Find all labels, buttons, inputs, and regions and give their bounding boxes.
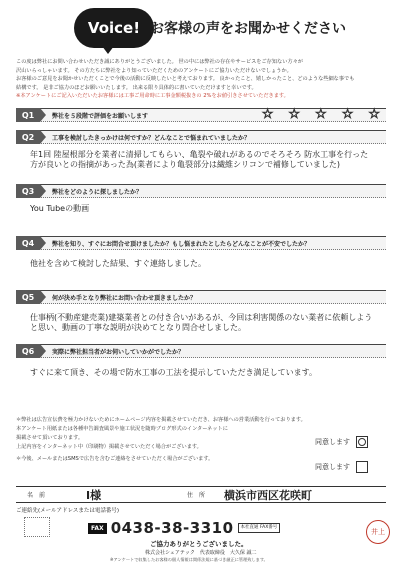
fax-note: 本社直通 FAX番号 [238,523,281,533]
question-header [16,344,386,358]
question-6 [16,344,386,404]
note-line: 上記内容をインターネット中（印刷物）掲載させていただく場合がございます。 [16,444,202,450]
intro-line: 沢山いらっしゃいます。 その方たちに弊社をより知っていただくためのアンケートにご協力いただけないでしょうか。 [16,67,292,74]
question-3 [16,184,386,230]
question-number: Q4 [16,236,40,250]
star-icon[interactable]: ☆ [261,107,274,122]
question-header [16,290,386,304]
intro-text [16,58,386,101]
star-icon[interactable]: ☆ [368,107,380,122]
question-text: 弊社を５段階で評価をお願いします [52,112,149,120]
consent-notes [16,416,326,464]
question-number: Q1 [16,108,40,122]
question-number: Q2 [16,130,40,144]
agree-label: 同意します [315,438,350,446]
question-4 [16,236,386,286]
customer-info [16,486,386,503]
star-icon[interactable]: ☆ [315,107,327,122]
question-number: Q5 [16,290,40,304]
agree-internet[interactable] [315,436,368,448]
company-name: 株式会社シェアテック 代表取締役 大久保 誠二 [145,550,257,556]
contact-label: ご連絡先(メールアドレスまたは電話番号) [16,508,120,514]
page-title: お客様の声をお聞かせください [150,21,346,37]
agree-sms[interactable] [315,461,368,473]
question-number: Q6 [16,344,40,358]
star-icon[interactable]: ☆ [288,107,301,122]
agree-checkbox[interactable] [356,461,368,473]
question-1 [16,108,386,122]
answer-text[interactable]: すぐに来て頂き、その場で防水工事の工法を提示していただき満足しています。 [30,368,318,377]
question-header [16,130,386,144]
agree-checkbox[interactable] [356,436,368,448]
question-2 [16,130,386,182]
header [30,8,370,50]
question-text: 弊社を知り、すぐにお問合せ頂けましたか？もし悩まれたとしたらどんなことが不安でしたか？ [52,240,311,248]
circle-icon [358,438,366,446]
discount-note: ※本アンケートにご記入いただいたお客様には工事ご用命時に工事金額税抜きの 2%をお値引きさせていただきます。 [16,93,289,99]
note-line: 掲載させて頂いております。 [16,435,84,441]
answer-text[interactable]: 他社を含めて検討した結果、すぐ連絡しました。 [30,259,206,268]
rating-stars[interactable] [262,108,386,122]
note-line: 本アンケート用紙または各種申告調査風景や施工状況を随時ブログ形式のインターネットに [16,426,228,432]
question-text: 何が決め手となり弊社にお問い合わせ頂きましたか？ [52,294,197,302]
intro-line: 結構です。 是非ご協力のほどお願いいたします。 出来る限り具体的に書いていただけますと幸いです。 [16,84,257,91]
star-icon[interactable]: ☆ [341,107,354,122]
answer-text[interactable]: 仕事柄(不動産建売業)建築業者との付き合いがあるが、今回は利害関係のない業者に依頼しようと思い、動画の丁寧な説明が決めてとなり問合せしました。 [30,313,373,332]
fax-icon [24,517,50,537]
fax-badge: FAX [88,523,107,534]
answer-text[interactable]: You Tubeの動画 [30,204,90,213]
question-text: 工事を検討したきっかけは何ですか？どんなことで悩まれていましたか？ [52,134,251,142]
name-label: 名 前 [26,492,45,499]
fax-block [88,519,280,537]
question-header [16,184,386,198]
stamp-text: 井上 [371,528,385,536]
intro-line: この度は弊社にお問い合わせいただき誠にありがとうございました。 世の中には弊社の存在やサービスをご存知ない方々が [16,59,303,65]
note-line: ＊今後、メールまたはSMSで広告を含むご連絡をさせていただく場合がございます。 [16,456,214,462]
privacy-note: ※アンケートで収集したお客様の個人情報は関係法規に基づき厳正に管理致します。 [110,557,268,562]
agree-label: 同意します [315,463,350,471]
name-value[interactable]: I様 [86,488,102,502]
question-header [16,236,386,250]
answer-text[interactable]: 年1回 陸屋根部分を業者に清掃してもらい、亀裂や破れがあるのでそろそろ 防水工事を行った方が良いとの指摘があった為(業者により亀裂部分は繊維シリコンで補修していました) [30,150,369,169]
address-value[interactable]: 横浜市西区花咲町 [224,488,312,502]
question-5 [16,290,386,340]
question-number: Q3 [16,184,40,198]
inspection-stamp [366,520,390,544]
question-text: 弊社をどのように探しましたか？ [52,188,143,196]
question-text: 実際に弊社担当者がお伺いしていかがでしたか？ [52,348,185,356]
address-label: 住 所 [186,492,205,499]
thanks-text: ご協力ありがとうございました。 [150,540,248,548]
voice-badge: Voice! [74,8,154,48]
intro-line: お客様のご意見をお聞かせいただくことで今後の活動に反映したいと考えております。 良かったこと、嬉しかったこと、どのような些細な事でも [16,76,355,82]
note-line: ＊弊社は広告宣伝費を極力かけないためにホームページ内容を掲載させていただき、お客様への営業活動を行っております。 [16,417,306,423]
fax-number: 0438-38-3310 [110,519,234,537]
question-header [16,108,386,122]
